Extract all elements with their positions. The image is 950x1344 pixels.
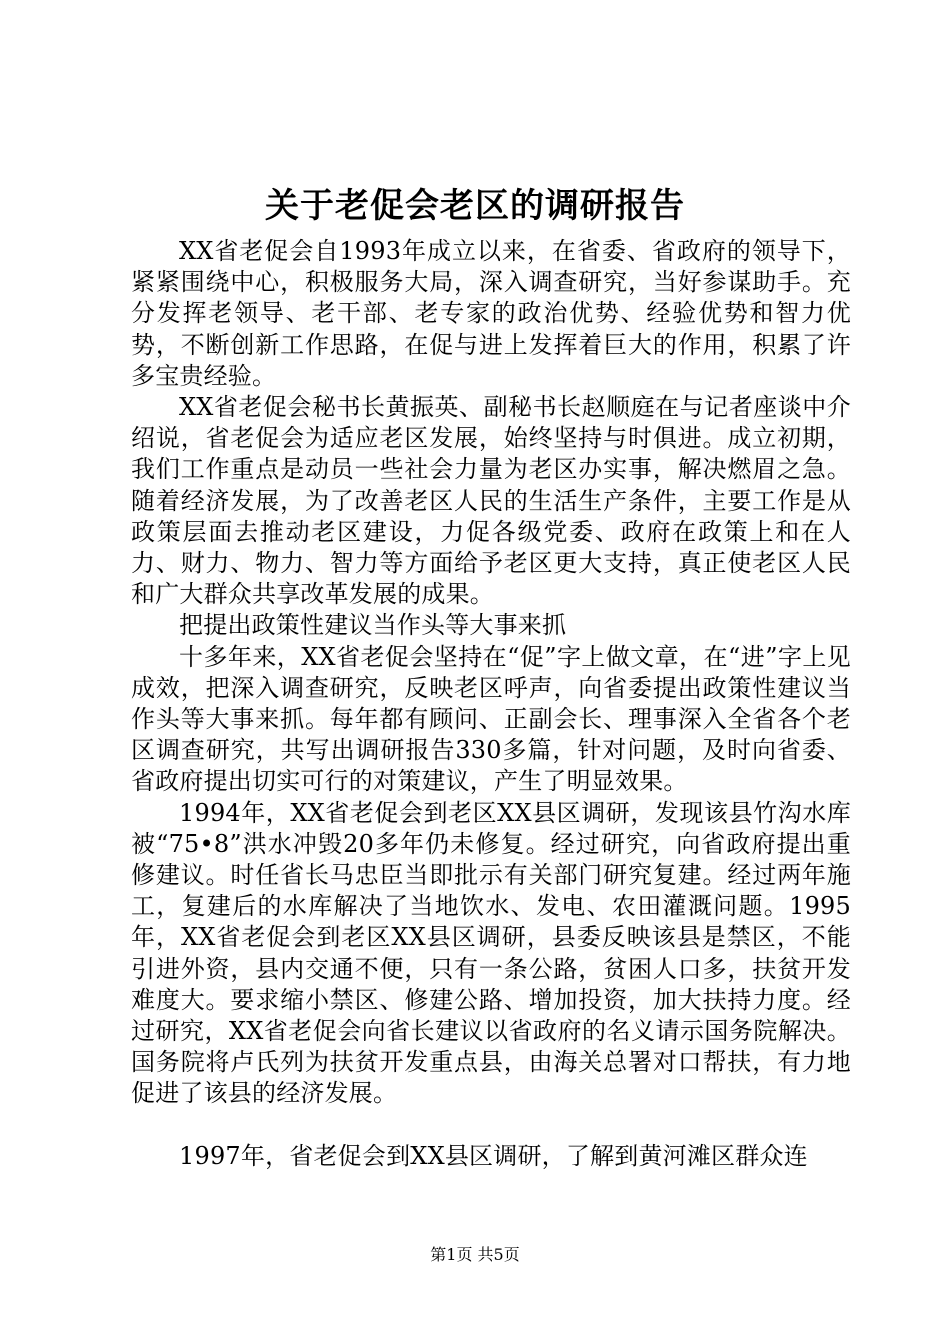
paragraph-policy-advice: 十多年来，XX省老促会坚持在“促”字上做文章，在“进”字上见成效，把深入调查研究，反映老区呼声，向省委提出政策性建议当作头等大事来抓。每年都有顾问、正副会长、理事深入全省各个老区调查研究，共写出调研报告330多篇，针对问题，及时向省委、省政府提出切实可行的对策建议，产生了明显效果。 (131, 642, 851, 796)
page-title: 关于老促会老区的调研报告 (265, 186, 685, 226)
section-heading: 把提出政策性建议当作头等大事来抓 (179, 611, 567, 640)
paragraph-1994-case: 1994年，XX省老促会到老区XX县区调研，发现该县竹沟水库被“75•8”洪水冲毁20多年仍未修复。经过研究，向省政府提出重修建议。时任省长马忠臣当即批示有关部门研究复建。经过两年施工，复建后的水库解决了当地饮水、发电、农田灌溉问题。1995年，XX省老促会到老区XX县区调研，县委反映该县是禁区，不能引进外资，县内交通不便，只有一条公路，贫困人口多，扶贫开发难度大。要求缩小禁区、修建公路、增加投资，加大扶持力度。经过研究，XX省老促会向省长建议以省政府的名义请示国务院解决。国务院将卢氏列为扶贫开发重点县，由海关总署对口帮扶，有力地促进了该县的经济发展。 (131, 798, 851, 1108)
document-body (131, 236, 851, 1172)
paragraph-intro: XX省老促会自1993年成立以来，在省委、省政府的领导下，紧紧围绕中心，积极服务大局，深入调查研究，当好参谋助手。充分发挥老领导、老干部、老专家的政治优势、经验优势和智力优势，不断创新工作思路，在促与进上发挥着巨大的作用，积累了许多宝贵经验。 (131, 237, 851, 390)
page-number: 第1页 共5页 (430, 1245, 520, 1264)
paragraph-1997-case: 1997年，省老促会到XX县区调研，了解到黄河滩区群众连 (179, 1141, 808, 1170)
paragraph-interview: XX省老促会秘书长黄振英、副秘书长赵顺庭在与记者座谈中介绍说，省老促会为适应老区发展，始终坚持与时俱进。成立初期，我们工作重点是动员一些社会力量为老区办实事，解决燃眉之急。随着经济发展，为了改善老区人民的生活生产条件，主要工作是从政策层面去推动老区建设，力促各级党委、政府在政策上和在人力、财力、物力、智力等方面给予老区更大支持，真正使老区人民和广大群众共享改革发展的成果。 (131, 393, 851, 609)
